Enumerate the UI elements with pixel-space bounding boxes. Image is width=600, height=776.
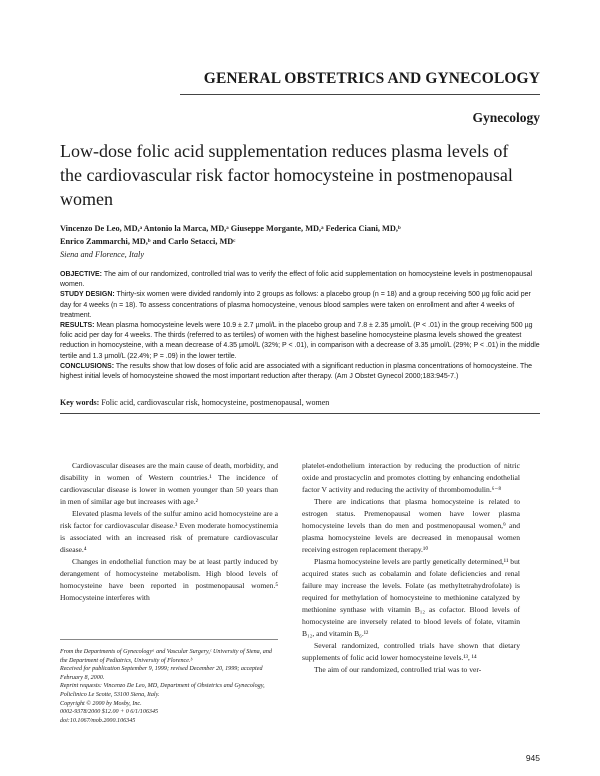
- body-column-left: [60, 460, 278, 604]
- authors-line: Enrico Zammarchi, MD,ᵇ and Carlo Setacci, MDᶜ: [60, 237, 236, 246]
- authors-line: Vincenzo De Leo, MD,ᵃ Antonio la Marca, MD,ᵃ Giuseppe Morgante, MD,ᵃ Federica Ciani, MD,ᵇ: [60, 224, 401, 233]
- body-paragraph: The aim of our randomized, controlled trial was to ver-: [314, 665, 482, 674]
- footnote: 0002-9378/2000 $12.00 + 0 6/1/106345: [60, 709, 159, 716]
- abstract-label: STUDY DESIGN:: [60, 291, 115, 299]
- page-number: 945: [525, 753, 540, 763]
- abstract-results: [60, 321, 540, 362]
- body-paragraph: Plasma homocysteine levels are partly genetically determined,¹¹ but acquired states such as cobalamin and folate deficiencies and renal failure may increase the levels. Folate (as methyltetrahydrofolate) is required for methylation of homocysteine to methionine catalyzed by methionine synthase with vitamin B₁₂ as cofactor. Blood levels of homocysteine are inversely related to blood levels of folate, vitamin B₁₂, and vitamin B₆.¹²: [302, 557, 520, 638]
- footnotes: [60, 639, 278, 725]
- body-column-right: [302, 460, 520, 676]
- keywords: [60, 398, 540, 414]
- body-paragraph: platelet-endothelium interaction by reducing the production of nitric oxide and prostacyclin and promotes clotting by enhancing endothelial factor V activity and reducing the activity of thrombomodulin.⁶⁻⁸: [302, 461, 520, 494]
- keywords-text: Folic acid, cardiovascular risk, homocysteine, postmenopausal, women: [99, 398, 330, 407]
- body-paragraph: Changes in endothelial function may be at least partly induced by derangement of homocysteine metabolism. High blood levels of homocysteine have been reported in postmenopausal women.⁵ Homocysteine interferes with: [60, 557, 278, 602]
- abstract-label: OBJECTIVE:: [60, 271, 103, 278]
- abstract-label: CONCLUSIONS:: [60, 362, 115, 370]
- body-paragraph: There are indications that plasma homocysteine is related to estrogen status. Premenopausal women have lower plasma homocysteine levels than do men and postmenopausal women,⁹ and plasma homocysteine levels are decreased in menopausal women receiving estrogen replacement therapy.¹⁰: [302, 497, 520, 554]
- abstract-objective: [60, 270, 540, 290]
- abstract-text: Mean plasma homocysteine levels were 10.9 ± 2.7 µmol/L in the placebo group and 7.8 ± 2.35 µmol/L (P < .01) in the group receiving 500 µg folic acid per day for 4 weeks. The thirds (referred to as tertiles) of women with the highest baseline homocysteine plasma levels showed the greatest reduction in homocysteine, with a mean decrease of 4.35 µmol/L (32%; P < .01), in comparison with a decrease of 3.35 µmol/L (29%; P < .01) in the middle tertile and 1.3 µmol/L (22.4%; P = .09) in the lower tertile.: [60, 322, 540, 360]
- body-paragraph: Cardiovascular diseases are the main cause of death, morbidity, and disability in women of Western countries.¹ The incidence of cardiovascular disease is lower in women younger than 50 years than in men of similar age but increases with age.²: [60, 461, 278, 506]
- abstract-text: Thirty-six women were divided randomly into 2 groups as follows: a placebo group (n = 18) and a group receiving 500 µg folic acid per day for 4 weeks (n = 18). To assess concentrations of plasma homocysteine, venous blood samples were taken on enrollment and after 4 weeks of treatment.: [60, 291, 531, 319]
- body-paragraph: Several randomized, controlled trials have shown that dietary supplements of folic acid lower homocysteine levels.¹³, ¹⁴: [302, 641, 520, 662]
- abstract-text: The results show that low doses of folic acid are associated with a significant reduction in plasma concentrations of homocysteine. The highest initial levels of homocysteine showed the most important reduction after therapy. (Am J Obstet Gynecol 2000;183:945-7.): [60, 362, 533, 381]
- keywords-label: Key words:: [60, 398, 100, 407]
- footnote: doi:10.1067/mob.2000.106345: [60, 717, 136, 724]
- article-title: Low-dose folic acid supplementation reduces plasma levels of the cardiovascular risk factor homocysteine in postmenopausal women: [60, 141, 513, 209]
- footnote: Reprint requests: Vincenzo De Leo, MD, Department of Obstetrics and Gynecology, Policlinico Le Scotte, 53100 Siena, Italy.: [60, 683, 265, 698]
- abstract: [60, 270, 540, 382]
- section-header: GENERAL OBSTETRICS AND GYNECOLOGY: [180, 70, 540, 95]
- footnote: From the Departments of Gynecologyᵃ and Vascular Surgery,ᶜ University of Siena, and the Department of Pediatrics, University of Florence.ᵇ: [60, 649, 272, 664]
- abstract-conclusions: [60, 362, 540, 382]
- footnote: Received for publication September 9, 1999; revised December 20, 1999; accepted February 8, 2000.: [60, 666, 263, 681]
- author-location: Siena and Florence, Italy: [60, 250, 145, 259]
- body-paragraph: Elevated plasma levels of the sulfur amino acid homocysteine are a risk factor for cardiovascular disease.³ Even moderate homocystinemia is associated with an increased risk of premature cardiovascular disease.⁴: [60, 509, 278, 554]
- footnote: Copyright © 2000 by Mosby, Inc.: [60, 700, 142, 707]
- author-list: [60, 222, 550, 248]
- abstract-design: [60, 290, 540, 321]
- abstract-label: RESULTS:: [60, 322, 95, 330]
- abstract-text: The aim of our randomized, controlled trial was to verify the effect of folic acid supplementation on homocysteine levels in postmenopausal women.: [60, 271, 533, 289]
- subsection-label: Gynecology: [472, 110, 540, 125]
